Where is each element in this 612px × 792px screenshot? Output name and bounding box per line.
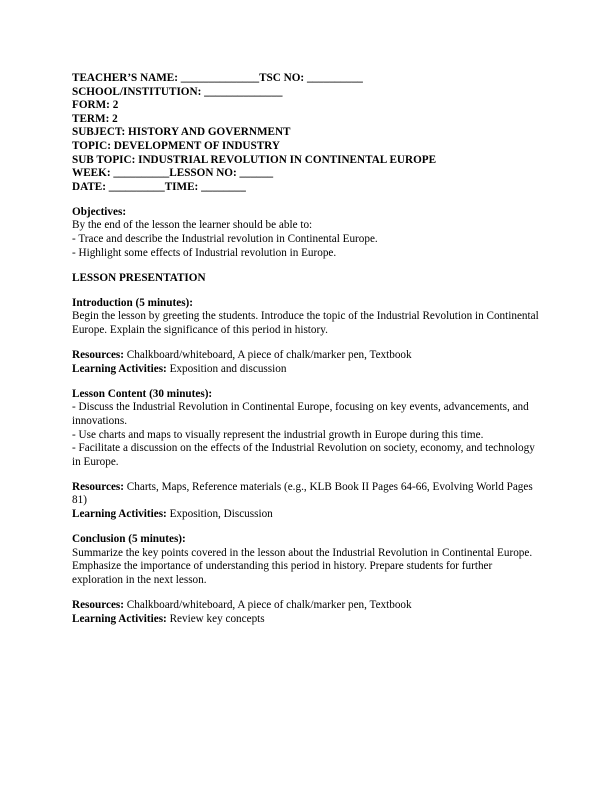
resources-label: Resources: bbox=[72, 349, 124, 362]
activities-text: Exposition, Discussion bbox=[166, 508, 273, 521]
subject-line: SUBJECT: HISTORY AND GOVERNMENT bbox=[72, 126, 291, 139]
form-line: FORM: 2 bbox=[72, 99, 119, 112]
objectives-section bbox=[72, 206, 542, 260]
objectives-heading: Objectives: bbox=[72, 205, 127, 218]
conclusion-heading: Conclusion (5 minutes): bbox=[72, 533, 186, 546]
week-line: WEEK: __________LESSON NO: ______ bbox=[72, 167, 274, 180]
introduction-resources bbox=[72, 349, 542, 363]
content-item: - Facilitate a discussion on the effects of the Industrial Revolution on society, economy, and technology in Europe. bbox=[72, 442, 538, 468]
conclusion-activities bbox=[72, 613, 542, 627]
lesson-content-heading: Lesson Content (30 minutes): bbox=[72, 387, 213, 400]
topic-line: TOPIC: DEVELOPMENT OF INDUSTRY bbox=[72, 139, 280, 152]
introduction-heading: Introduction (5 minutes): bbox=[72, 296, 193, 309]
conclusion-resources bbox=[72, 599, 542, 613]
introduction-section bbox=[72, 297, 542, 376]
objectives-intro: By the end of the lesson the learner should be able to: bbox=[72, 219, 313, 232]
activities-label: Learning Activities: bbox=[72, 362, 167, 375]
content-activities bbox=[72, 508, 542, 522]
conclusion-text: Summarize the key points covered in the lesson about the Industrial Revolution in Continental Europe. Emphasize the importance of understanding this period in history. Prepare students for further exploration in the next lesson. bbox=[72, 546, 535, 586]
introduction-activities bbox=[72, 363, 542, 377]
content-item: - Use charts and maps to visually represent the industrial growth in Europe during this time. bbox=[72, 428, 484, 441]
teacher-name-line: TEACHER’S NAME: ______________TSC NO: __________ bbox=[72, 72, 363, 84]
lesson-presentation-heading: LESSON PRESENTATION bbox=[72, 271, 206, 284]
activities-label: Learning Activities: bbox=[72, 612, 167, 625]
school-line: SCHOOL/INSTITUTION: ______________ bbox=[72, 85, 283, 98]
conclusion-section bbox=[72, 533, 542, 626]
resources-text: Chalkboard/whiteboard, A piece of chalk/marker pen, Textbook bbox=[124, 349, 412, 362]
header-block bbox=[72, 72, 542, 194]
content-item: - Discuss the Industrial Revolution in Continental Europe, focusing on key events, advancements, and innovations. bbox=[72, 401, 532, 427]
introduction-text: Begin the lesson by greeting the students. Introduce the topic of the Industrial Revolution in Continental Europe. Explain the significance of this period in history. bbox=[72, 310, 542, 336]
date-line: DATE: __________TIME: ________ bbox=[72, 180, 246, 193]
lesson-content-section bbox=[72, 388, 542, 522]
activities-text: Review key concepts bbox=[166, 612, 265, 625]
content-resources bbox=[72, 481, 542, 508]
lesson-plan-page bbox=[72, 72, 542, 626]
resources-text: Charts, Maps, Reference materials (e.g., KLB Book II Pages 64-66, Evolving World Pages 81) bbox=[72, 480, 533, 507]
objective-item: - Highlight some effects of Industrial revolution in Europe. bbox=[72, 246, 337, 259]
activities-label: Learning Activities: bbox=[72, 508, 167, 521]
activities-text: Exposition and discussion bbox=[166, 362, 287, 375]
resources-label: Resources: bbox=[72, 599, 124, 611]
objective-item: - Trace and describe the Industrial revolution in Continental Europe. bbox=[72, 233, 378, 246]
term-line: TERM: 2 bbox=[72, 112, 118, 125]
resources-label: Resources: bbox=[72, 480, 124, 493]
resources-text: Chalkboard/whiteboard, A piece of chalk/marker pen, Textbook bbox=[124, 599, 412, 611]
subtopic-line: SUB TOPIC: INDUSTRIAL REVOLUTION IN CONTINENTAL EUROPE bbox=[72, 153, 437, 166]
